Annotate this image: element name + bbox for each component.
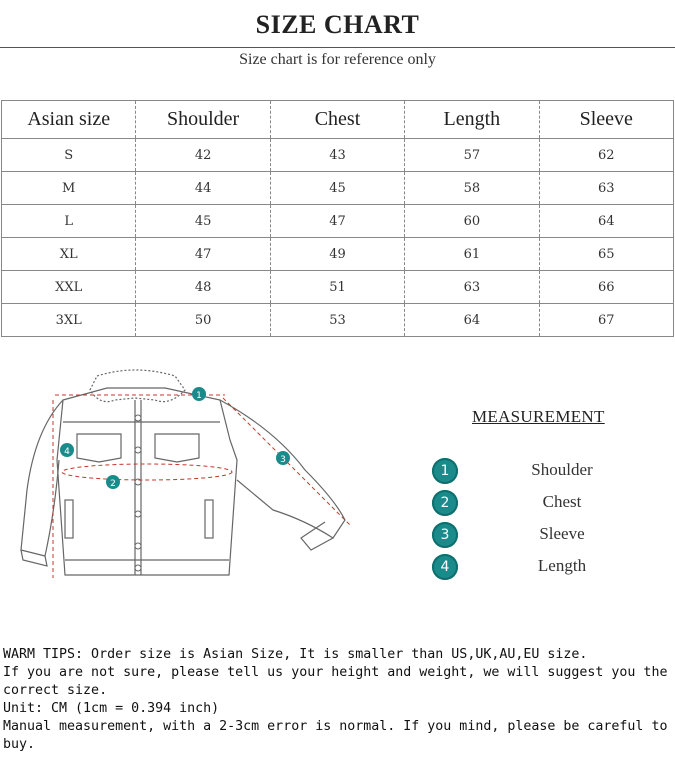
measurement-title: MEASUREMENT [472, 407, 605, 426]
table-cell: 63 [405, 271, 539, 304]
table-cell: 51 [270, 271, 404, 304]
table-header-row [2, 101, 674, 139]
column-header: Chest [270, 101, 404, 139]
table-cell: S [2, 139, 136, 172]
table-row [2, 139, 674, 172]
table-cell: 64 [539, 205, 673, 238]
table-cell: 57 [405, 139, 539, 172]
marker-1-label: 1 [196, 391, 202, 401]
table-cell: 50 [136, 304, 270, 337]
table-row [2, 271, 674, 304]
diagram-markers [60, 387, 290, 489]
table-cell: 49 [270, 238, 404, 271]
table-row [2, 304, 674, 337]
table-cell: 58 [405, 172, 539, 205]
table-cell: 3XL [2, 304, 136, 337]
table-cell: 47 [136, 238, 270, 271]
table-cell: 47 [270, 205, 404, 238]
table-cell: 45 [270, 172, 404, 205]
table-cell: 43 [270, 139, 404, 172]
number-badge-icon: 2 [432, 490, 458, 516]
table-cell: 66 [539, 271, 673, 304]
table-cell: M [2, 172, 136, 205]
measurement-item-length [432, 554, 632, 580]
warm-tips [3, 646, 673, 754]
measurement-label: Length [537, 556, 587, 575]
table-cell: 64 [405, 304, 539, 337]
table-cell: 44 [136, 172, 270, 205]
measurement-label: Sleeve [539, 524, 585, 543]
page-subtitle: Size chart is for reference only [239, 51, 436, 68]
table-cell: XXL [2, 271, 136, 304]
table-cell: 42 [136, 139, 270, 172]
table-cell: 53 [270, 304, 404, 337]
jacket-diagram [15, 360, 365, 595]
table-cell: 60 [405, 205, 539, 238]
number-badge-icon: 3 [432, 522, 458, 548]
table-row [2, 172, 674, 205]
column-header: Length [405, 101, 539, 139]
table-row [2, 205, 674, 238]
tip-line: If you are not sure, please tell us your height and weight, we will suggest you the correct size. [3, 665, 675, 698]
number-badge-icon: 1 [432, 458, 458, 484]
table-row [2, 238, 674, 271]
title-divider [0, 47, 675, 48]
table-cell: XL [2, 238, 136, 271]
table-cell: 48 [136, 271, 270, 304]
tip-line: WARM TIPS: Order size is Asian Size, It is smaller than US,UK,AU,EU size. [3, 647, 588, 662]
size-table [1, 100, 674, 337]
marker-4-label: 4 [64, 447, 70, 457]
number-badge-icon: 4 [432, 554, 458, 580]
column-header: Asian size [2, 101, 136, 139]
measurement-item-chest [432, 490, 632, 516]
column-header: Sleeve [539, 101, 673, 139]
tip-line: Unit: CM (1cm = 0.394 inch) [3, 701, 220, 716]
column-header: Shoulder [136, 101, 270, 139]
table-cell: 65 [539, 238, 673, 271]
measurement-item-sleeve [432, 522, 632, 548]
marker-3-label: 3 [280, 455, 286, 465]
measurement-label: Chest [542, 492, 582, 511]
table-cell: 67 [539, 304, 673, 337]
measurement-label: Shoulder [531, 460, 593, 479]
tip-line: Manual measurement, with a 2-3cm error is normal. If you mind, please be careful to buy. [3, 719, 675, 752]
table-cell: 62 [539, 139, 673, 172]
page-title: SIZE CHART [255, 10, 420, 39]
marker-2-label: 2 [110, 479, 116, 489]
table-cell: 63 [539, 172, 673, 205]
measurement-item-shoulder [432, 458, 632, 484]
table-cell: L [2, 205, 136, 238]
table-cell: 61 [405, 238, 539, 271]
table-cell: 45 [136, 205, 270, 238]
